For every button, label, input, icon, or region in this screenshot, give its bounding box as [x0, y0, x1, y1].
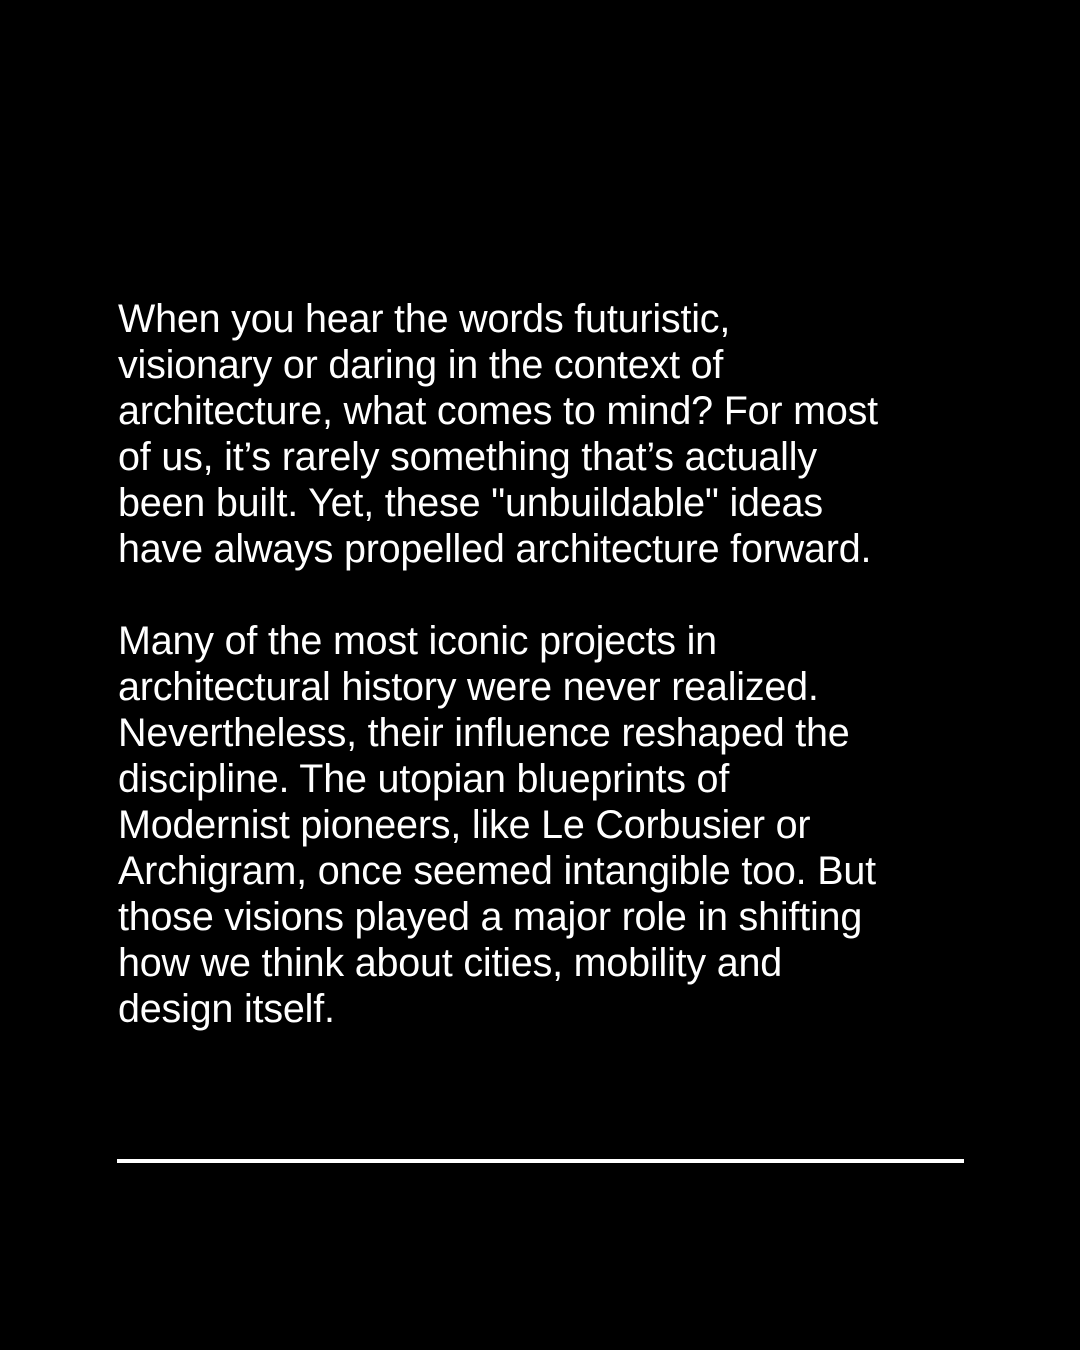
text-line: been built. Yet, these "unbuildable" ideas	[118, 481, 823, 525]
text-line: Many of the most iconic projects in	[118, 619, 717, 663]
text-line: have always propelled architecture forward.	[118, 527, 872, 571]
text-line: Modernist pioneers, like Le Corbusier or	[118, 803, 811, 847]
text-line: architecture, what comes to mind? For most	[118, 389, 878, 433]
text-line: architectural history were never realized.	[118, 665, 819, 709]
paragraph-gap	[118, 572, 978, 618]
text-line: discipline. The utopian blueprints of	[118, 757, 730, 801]
text-line: of us, it’s rarely something that’s actually	[118, 435, 817, 479]
text-line: design itself.	[118, 987, 335, 1031]
paragraph-history	[118, 618, 978, 1032]
text-line: those visions played a major role in shifting	[118, 895, 863, 939]
text-line: visionary or daring in the context of	[118, 343, 724, 387]
paragraph-intro	[118, 296, 978, 572]
text-line: Nevertheless, their influence reshaped the	[118, 711, 850, 755]
body-text	[118, 296, 978, 1032]
text-line: When you hear the words futuristic,	[118, 297, 731, 341]
divider-line	[117, 1159, 964, 1163]
text-line: Archigram, once seemed intangible too. But	[118, 849, 876, 893]
text-line: how we think about cities, mobility and	[118, 941, 783, 985]
